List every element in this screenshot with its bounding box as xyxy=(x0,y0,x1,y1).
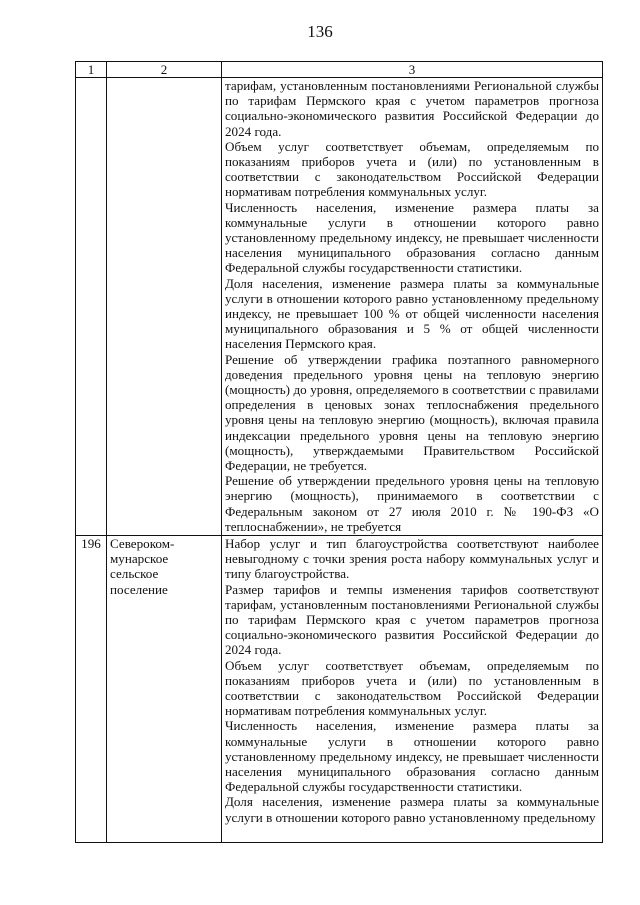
row-number-cell xyxy=(76,78,107,536)
paragraph: Доля населения, изменение размера платы за коммунальные услуги в отношении которого равно установленному предельному индексу, не превышает 100 % от общей численности населения муниципального образования и 5 % от общей численности населения Пермского края. xyxy=(225,275,599,352)
settlement-name-line: сельское xyxy=(110,566,159,582)
page-number: 136 xyxy=(307,22,333,41)
paragraph: Численность населения, изменение размера платы за коммунальные услуги в отношении которого равно установленному предельному индексу, не превышает численности населения муниципального образования согласно данным Федеральной службы государственности статистики. xyxy=(225,199,599,276)
paragraph: Размер тарифов и темпы изменения тарифов соответствуют тарифам, установленным постановлениями Региональной службы по тарифам Пермского края с учетом параметров прогноза социально-экономического развития Российской Федерации до 2024 года. xyxy=(225,581,599,658)
conditions-cell xyxy=(222,536,603,843)
paragraph: Доля населения, изменение размера платы за коммунальные услуги в отношении которого равно установленному предельному xyxy=(225,794,599,825)
row-number-cell: 196 xyxy=(76,536,107,843)
column-header-3: 3 xyxy=(222,62,603,78)
column-header-1: 1 xyxy=(76,62,107,78)
paragraph: Решение об утверждении предельного уровня цены на тепловую энергию (мощность), принимаемого в соответствии с Федеральным законом от 27 июля 2010 г. № 190-ФЗ «О теплоснабжении», не требуется xyxy=(225,473,599,534)
paragraph: Набор услуг и тип благоустройства соответствуют наиболее невыгодному с точки зрения роста набору коммунальных услуг и типу благоустройства. xyxy=(225,536,599,582)
column-header-2: 2 xyxy=(107,62,222,78)
settlement-name-line: Североком- xyxy=(110,536,175,551)
settlement-name-line: мунарское xyxy=(110,551,169,567)
table-row xyxy=(76,536,603,843)
conditions-cell xyxy=(222,78,603,536)
settlement-name-line: поселение xyxy=(110,581,168,597)
document-table xyxy=(75,61,603,843)
paragraph: Объем услуг соответствует объемам, определяемым по показаниям приборов учета и (или) по установленным в соответствии с законодательством Российской Федерации нормативам потребления коммунальных услуг. xyxy=(225,138,599,200)
settlement-name-cell xyxy=(107,536,222,843)
paragraph: Численность населения, изменение размера платы за коммунальные услуги в отношении которого равно установленному предельному индексу, не превышает численности населения муниципального образования согласно данным Федеральной службы государственности статистики. xyxy=(225,718,599,795)
table-header-row xyxy=(76,62,603,78)
paragraph: тарифам, установленным постановлениями Региональной службы по тарифам Пермского края с учетом параметров прогноза социально-экономического развития Российской Федерации до 2024 года. xyxy=(225,78,599,139)
paragraph: Решение об утверждении графика поэтапного равномерного доведения предельного уровня цены на тепловую энергию (мощность) до уровня, определяемого в соответствии с правилами определения в ценовых зонах теплоснабжения предельного уровня цены на тепловую энергию (мощность), включая правила индексации предельного уровня цены на тепловую энергию (мощность), утверждаемыми Правительством Российской Федерации, не требуется. xyxy=(225,351,599,474)
settlement-name-cell xyxy=(107,78,222,536)
table-row xyxy=(76,78,603,536)
paragraph: Объем услуг соответствует объемам, определяемым по показаниям приборов учета и (или) по установленным в соответствии с законодательством Российской Федерации нормативам потребления коммунальных услуг. xyxy=(225,657,599,719)
